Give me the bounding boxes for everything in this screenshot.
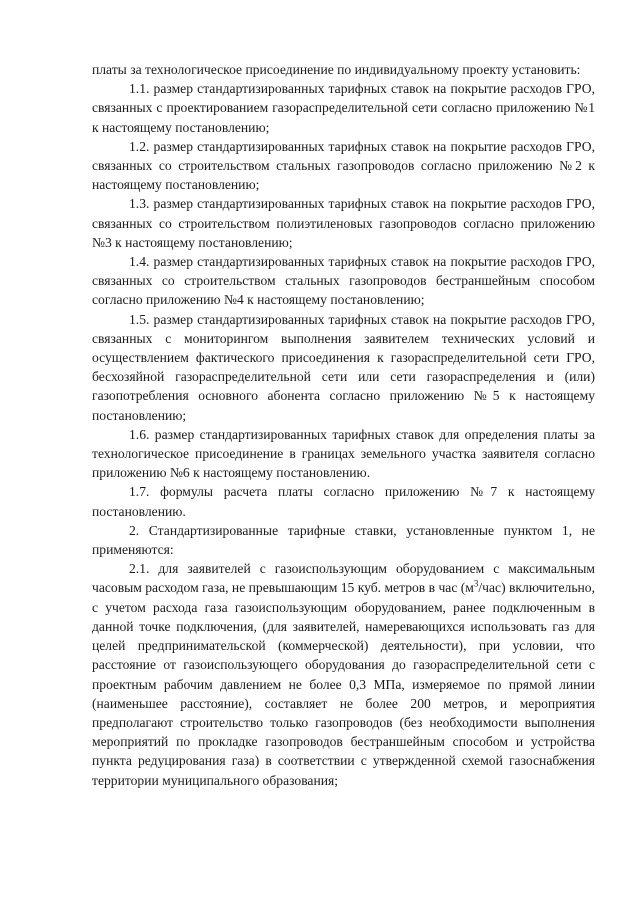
paragraph-2-1	[92, 559, 595, 789]
paragraph-1-3: 1.3. размер стандартизированных тарифных ставок на покрытие расходов ГРО, связанных со строительством полиэтиленовых газопроводов согласно приложению №3 к настоящему постановлению;	[92, 196, 595, 250]
document-page	[92, 60, 595, 790]
paragraph-1-1: 1.1. размер стандартизированных тарифных ставок на покрытие расходов ГРО, связанных с проектированием газораспределительной сети согласно приложению №1 к настоящему постановлению;	[92, 81, 595, 135]
paragraph-1-4: 1.4. размер стандартизированных тарифных ставок на покрытие расходов ГРО, связанных со строительством стальных газопроводов бестраншейным способом согласно приложению №4 к настоящему постановлению;	[92, 254, 595, 308]
paragraph-1-2: 1.2. размер стандартизированных тарифных ставок на покрытие расходов ГРО, связанных со строительством стальных газопроводов согласно приложению №2 к настоящему постановлению;	[92, 138, 595, 193]
paragraph-2-1-start: 2.1. для заявителей с газоиспользующим оборудованием с максимальным часовым расходом газа, не превышающим 15 куб. метров в час (м	[92, 561, 595, 596]
paragraph-intro: платы за технологическое присоединение по индивидуальному проекту установить:	[92, 62, 581, 77]
paragraph-2-1-end: /час) включительно, с учетом расхода газа газоиспользующим оборудованием, ранее подключенным в данной точке подключения, (для заявителей, намеревающихся использовать газ для целей предпринимательской (коммерческой) деятельности), при условии, что расстояние от газоиспользующего оборудования до газораспределительной сети с проектным рабочим давлением не более 0,3 МПа, измеряемое по прямой линии (наименьшее расстояние), составляет не более 200 метров, и мероприятия предполагают строительство только газопроводов (без необходимости выполнения мероприятий по прокладке газопроводов бестраншейным способом и устройства пункта редуцирования газа) в соответствии с утвержденной схемой газоснабжения территории муниципального образования;	[92, 580, 595, 788]
paragraph-1-6: 1.6. размер стандартизированных тарифных ставок для определения платы за технологическое присоединение в границах земельного участка заявителя согласно приложению №6 к настоящему постановлению.	[92, 426, 595, 481]
paragraph-1-7: 1.7. формулы расчета платы согласно приложению №7 к настоящему постановлению.	[92, 484, 595, 519]
cubic-superscript: 3	[473, 578, 479, 589]
paragraph-1-5: 1.5. размер стандартизированных тарифных ставок на покрытие расходов ГРО, связанных с мониторингом выполнения заявителем технических условий и осуществлением фактического присоединения к газораспределительной сети ГРО, бесхозяйной газораспределительной сети или сети газораспределения и (или) газопотребления основного абонента согласно приложению №5 к настоящему постановлению;	[92, 311, 595, 423]
paragraph-2: 2. Стандартизированные тарифные ставки, установленные пунктом 1, не применяются:	[92, 522, 595, 558]
